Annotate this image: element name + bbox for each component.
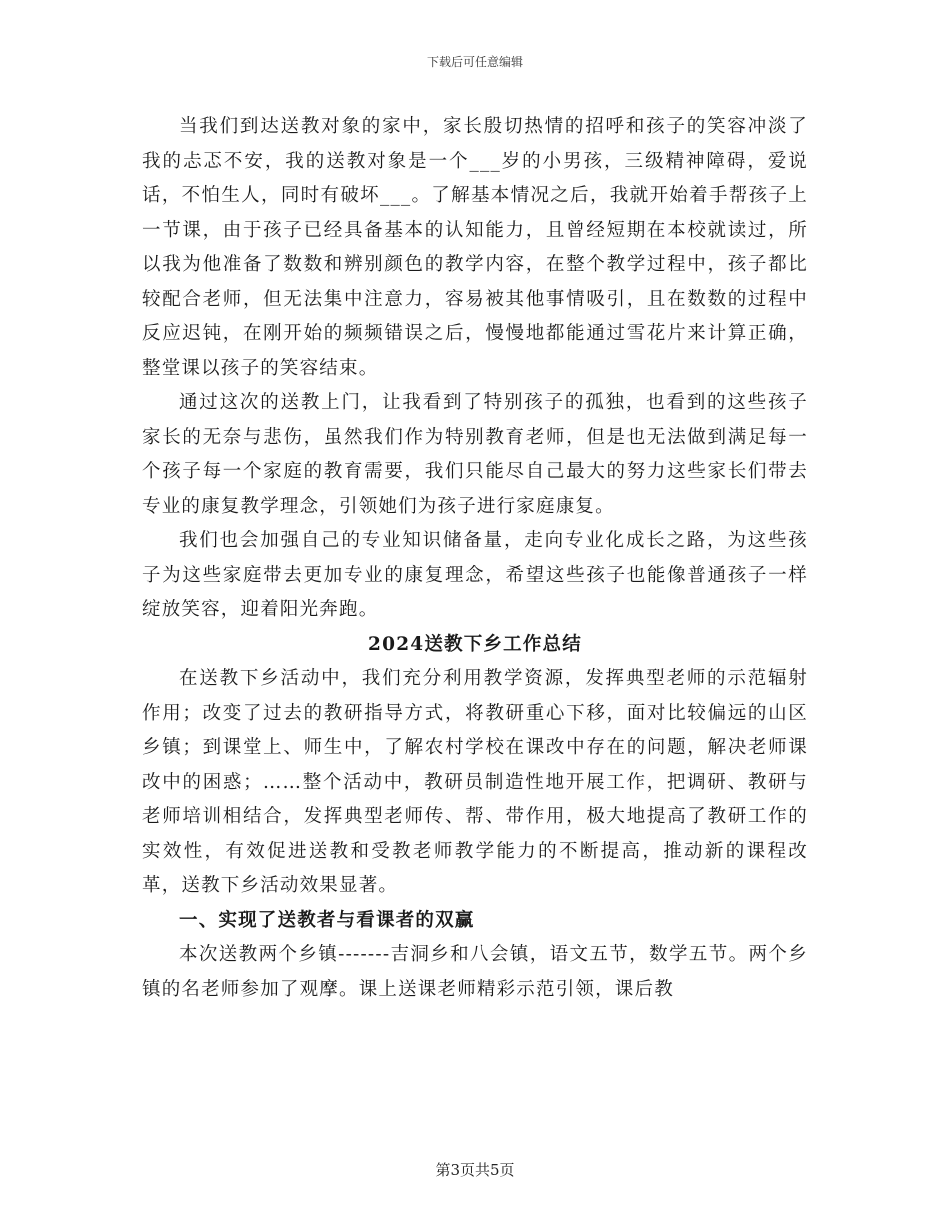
- document-title: 2024送教下乡工作总结: [368, 633, 582, 655]
- paragraph: 通过这次的送教上门，让我看到了特别孩子的孤独，也看到的这些孩子家长的无奈与悲伤，虽然我们作为特别教育老师，但是也无法做到满足每一个孩子每一个家庭的教育需要，我们只能尽自己最大的努力这些家长们带去专业的康复教学理念，引领她们为孩子进行家庭康复。: [142, 392, 808, 517]
- paragraph: 在送教下乡活动中，我们充分利用教学资源，发挥典型老师的示范辐射作用；改变了过去的教研指导方式，将教研重心下移，面对比较偏远的山区乡镇；到课堂上、师生中，了解农村学校在课改中存在的问题，解决老师课改中的困惑；……整个活动中，教研员制造性地开展工作，把调研、教研与老师培训相结合，发挥典型老师传、帮、带作用，极大地提高了教研工作的实效性，有效促进送教和受教老师教学能力的不断提高，推动新的课程改革，送教下乡活动效果显著。: [142, 668, 808, 896]
- section-heading: 一、实现了送教者与看课者的双赢: [179, 909, 475, 931]
- document-body: [142, 110, 808, 1007]
- paragraph: 当我们到达送教对象的家中，家长殷切热情的招呼和孩子的笑容冲淡了我的忐忑不安，我的送教对象是一个___岁的小男孩，三级精神障碍，爱说话，不怕生人，同时有破坏___。了解基本情况之后，我就开始着手帮孩子上一节课，由于孩子已经具备基本的认知能力，且曾经短期在本校就读过，所以我为他准备了数数和辨别颜色的教学内容，在整个教学过程中，孩子都比较配合老师，但无法集中注意力，容易被其他事情吸引，且在数数的过程中反应迟钝，在刚开始的频频错误之后，慢慢地都能通过雪花片来计算正确，整堂课以孩子的笑容结束。: [142, 116, 808, 379]
- header-note: 下载后可任意编辑: [426, 55, 523, 69]
- paragraph: 我们也会加强自己的专业知识储备量，走向专业化成长之路，为这些孩子为这些家庭带去更加专业的康复理念，希望这些孩子也能像普通孩子一样绽放笑容，迎着阳光奔跑。: [142, 530, 808, 620]
- paragraph: 本次送教两个乡镇-------吉洞乡和八会镇，语文五节，数学五节。两个乡镇的名老师参加了观摩。课上送课老师精彩示范引领，课后教: [142, 944, 808, 1000]
- page-number: 第3页共5页: [435, 1161, 515, 1179]
